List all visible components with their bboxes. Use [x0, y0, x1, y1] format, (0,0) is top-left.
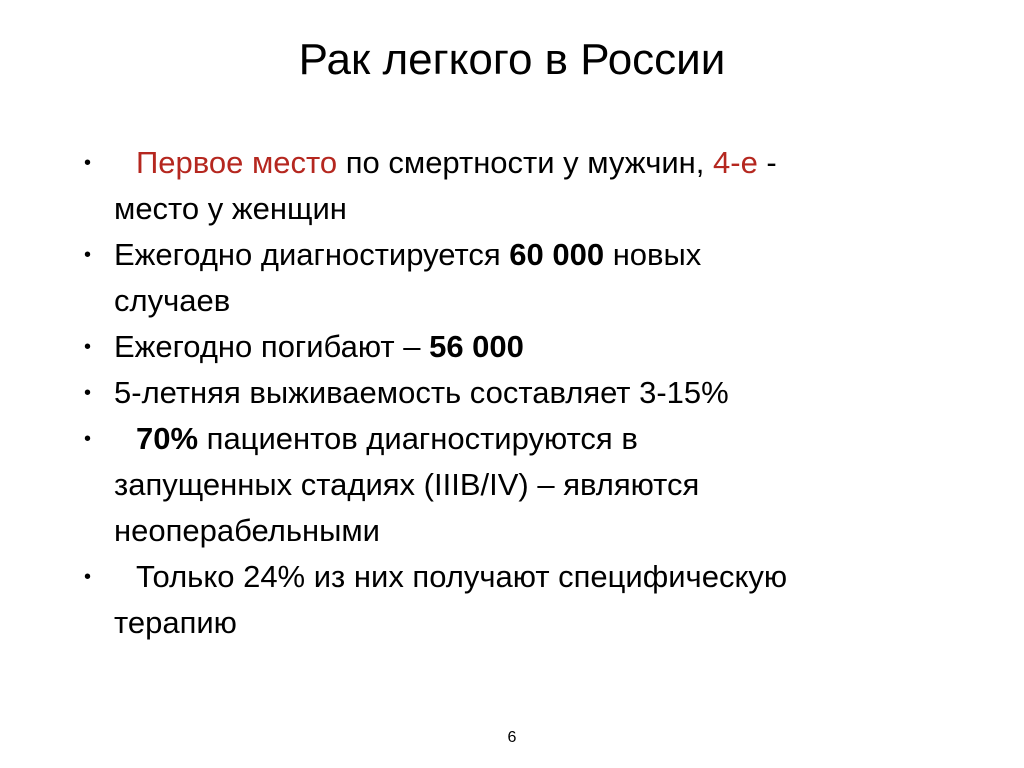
bullet-list: [0, 140, 1024, 646]
bullet-item-diagnosed: [0, 232, 1024, 324]
bullet-line: [114, 416, 964, 462]
bullet-text: Ежегодно диагностируется: [114, 237, 510, 272]
bullet-line: Только 24% из них получают специфическую: [136, 559, 788, 594]
bullet-text: по смертности у мужчин,: [337, 145, 713, 180]
bullet-dot-icon: •: [84, 336, 92, 358]
bullet-line: [114, 232, 964, 278]
bullet-line: [114, 140, 964, 186]
bullet-text: пациентов диагностируются в: [198, 421, 638, 456]
bullet-dot-icon: •: [84, 428, 92, 450]
bullet-line: [114, 324, 964, 370]
bullet-item-therapy: [0, 554, 1024, 646]
highlight-fourth-place: 4-е: [713, 145, 758, 180]
slide-title: Рак легкого в России: [298, 35, 726, 84]
bullet-text: новых: [604, 237, 702, 272]
bullet-text: Ежегодно погибают –: [114, 329, 430, 364]
bullet-dot-icon: •: [84, 244, 92, 266]
page-number: 6: [507, 729, 517, 746]
bullet-item-late-stage: [0, 416, 1024, 554]
bullet-continuation: случаев: [114, 283, 231, 318]
bold-value: 56 000: [429, 329, 524, 364]
bold-value: 60 000: [509, 237, 605, 272]
bullet-line: 5-летняя выживаемость составляет 3-15%: [114, 375, 729, 410]
bullet-continuation: терапию: [114, 605, 237, 640]
bullet-dot-icon: •: [84, 382, 92, 404]
bullet-item-survival: [0, 370, 1024, 416]
bullet-continuation: запущенных стадиях (IIIB/IV) – являются: [114, 467, 700, 502]
bullet-item-mortality-rank: [0, 140, 1024, 232]
bullet-dot-icon: •: [84, 566, 92, 588]
bullet-text: -: [757, 145, 777, 180]
highlight-first-place: Первое место: [136, 145, 338, 180]
bullet-continuation: неоперабельными: [114, 513, 380, 548]
bullet-continuation: место у женщин: [114, 191, 347, 226]
bullet-dot-icon: •: [84, 152, 92, 174]
bullet-item-deaths: [0, 324, 1024, 370]
bold-value: 70%: [136, 421, 199, 456]
